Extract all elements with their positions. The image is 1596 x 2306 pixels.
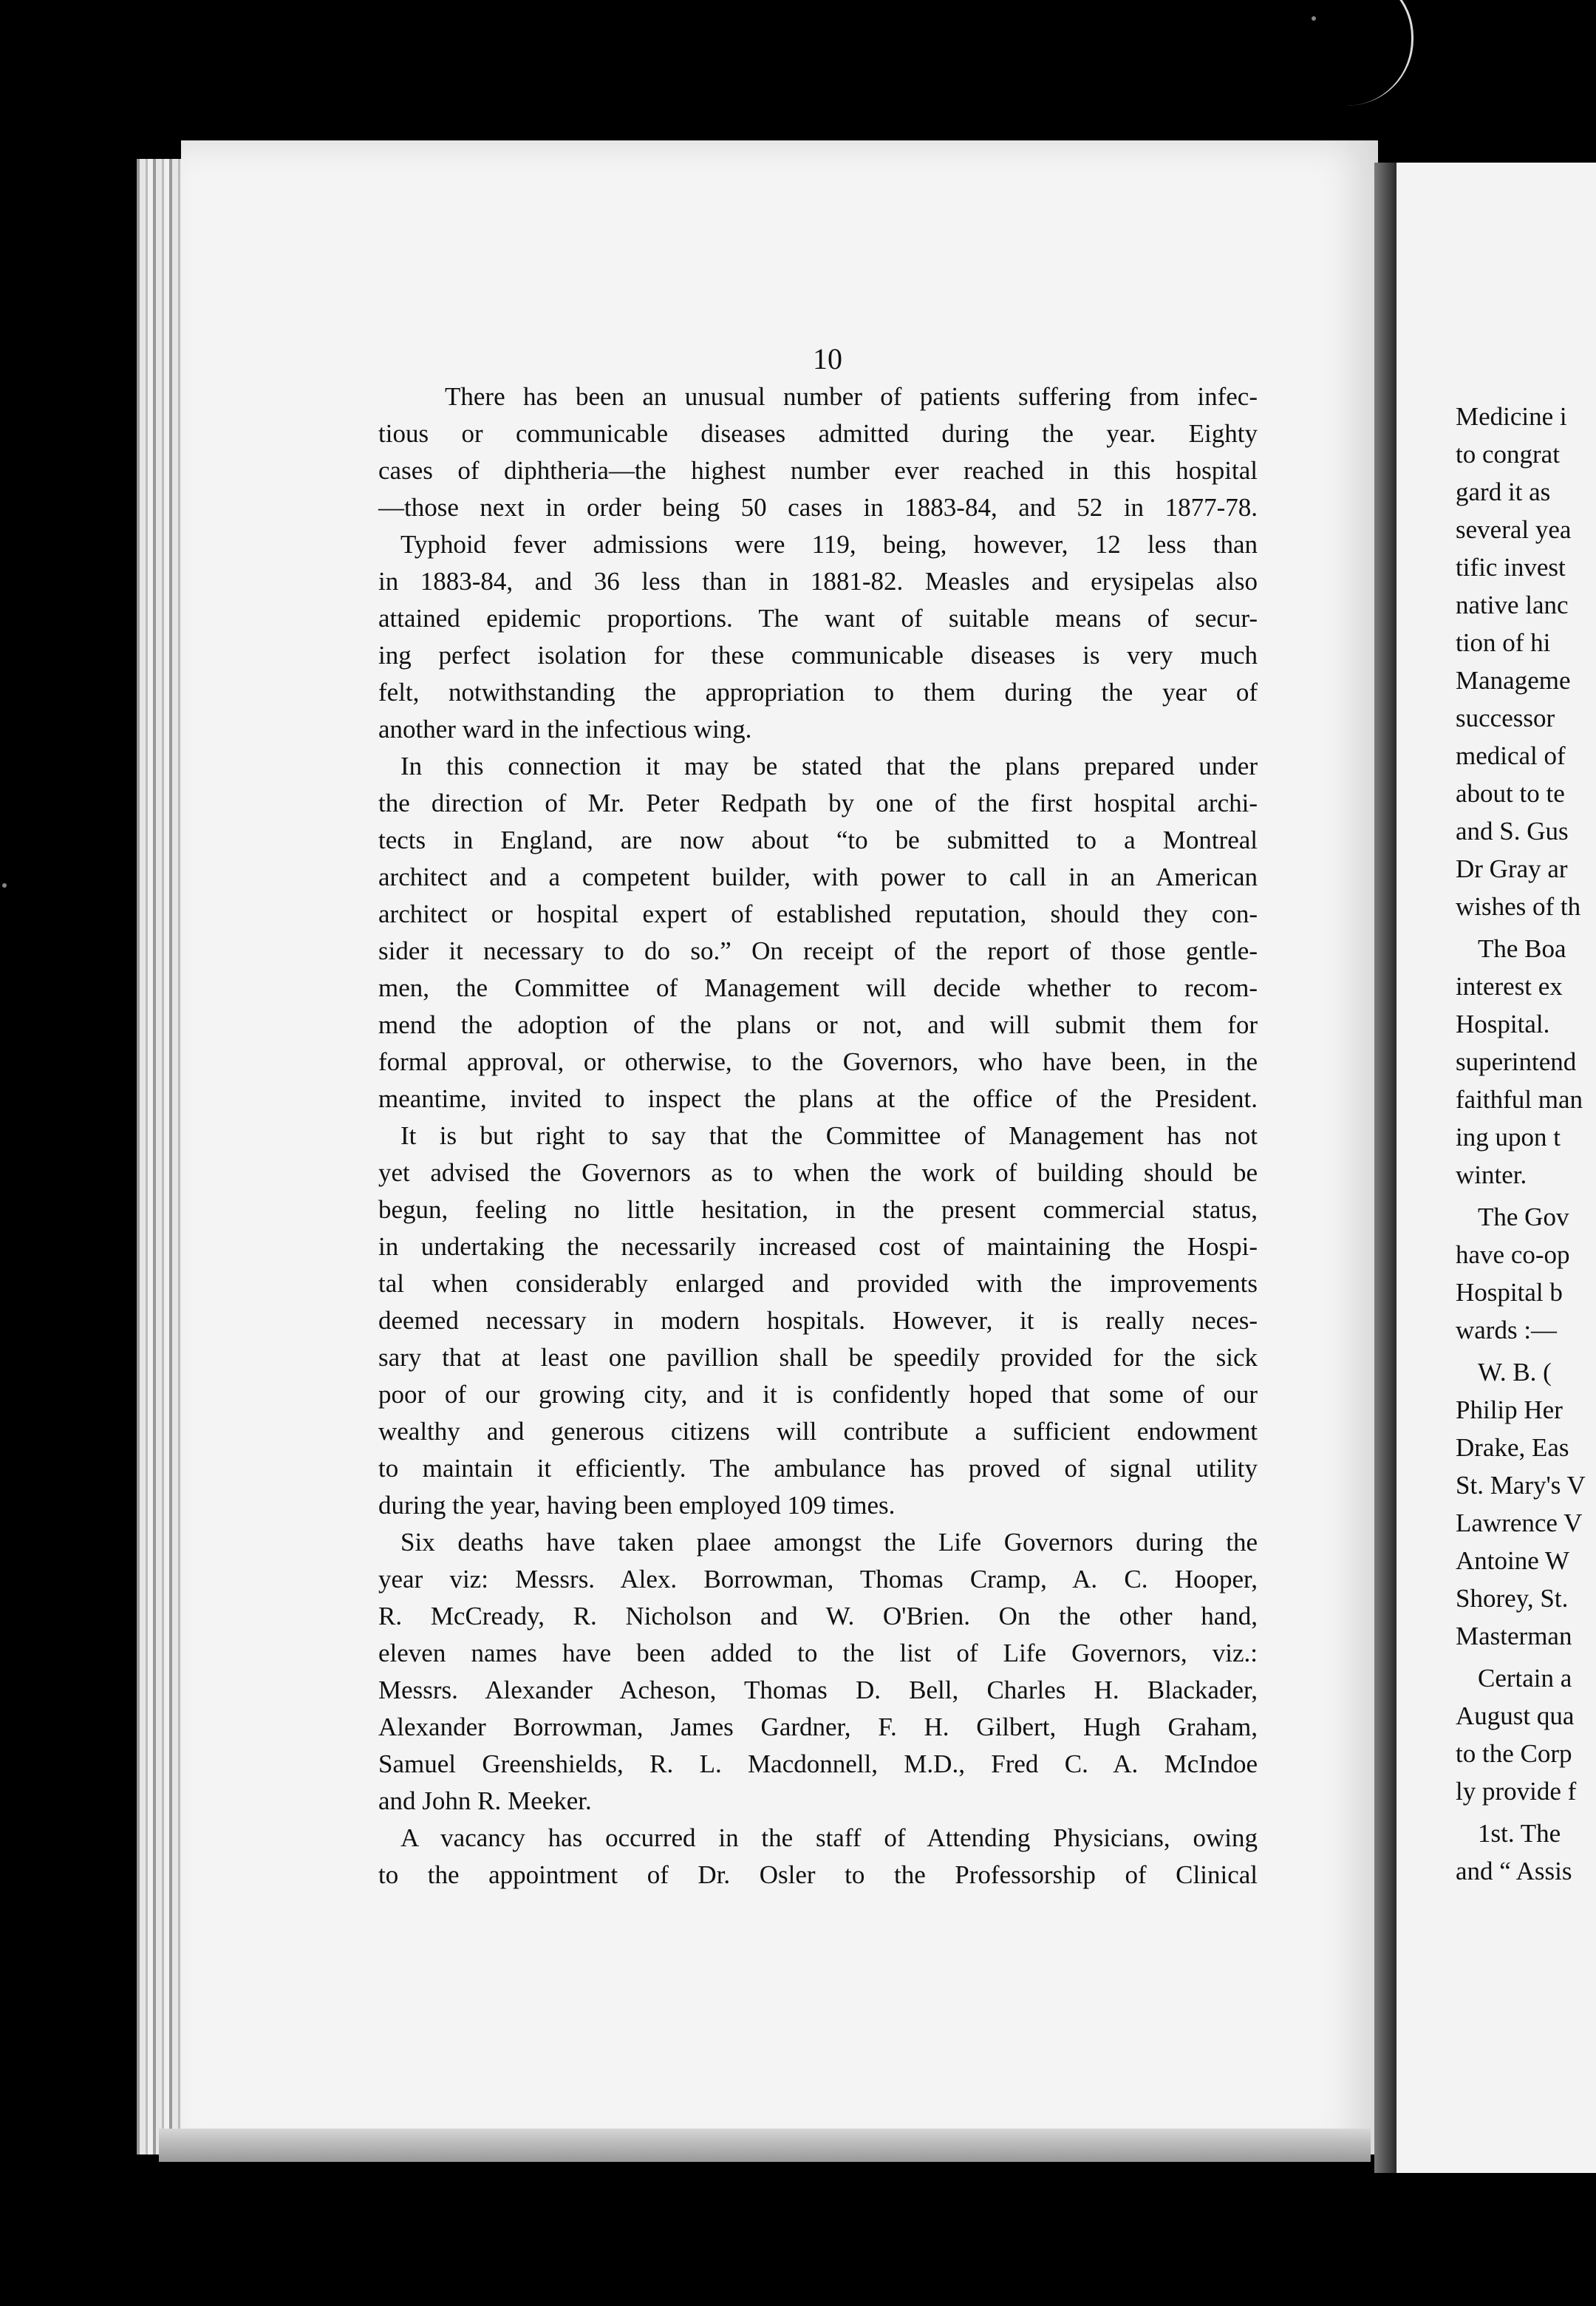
text-line: yet advised the Governors as to when the work of building should be (378, 1158, 1258, 1187)
text-line: have co-op (1456, 1240, 1570, 1269)
text-line: tific invest (1456, 553, 1566, 582)
text-line: meantime, invited to inspect the plans at the office of the President. (378, 1084, 1258, 1113)
text-line: A vacancy has occurred in the staff of Attending Physicians, owing (400, 1823, 1258, 1852)
text-line: Antoine W (1456, 1546, 1569, 1575)
text-line: successor (1456, 704, 1555, 732)
text-line: W. B. ( (1478, 1358, 1552, 1387)
text-line: ing perfect isolation for these communicable diseases is very much (378, 641, 1258, 670)
text-line: tal when considerably enlarged and provided with the improvements (378, 1269, 1258, 1298)
right-page-body (1456, 398, 1596, 1890)
text-line: Medicine i (1456, 402, 1567, 431)
text-line: to maintain it efficiently. The ambulance has proved of signal utility (378, 1454, 1258, 1483)
text-line: wishes of th (1456, 892, 1581, 921)
page-number: 10 (813, 342, 842, 375)
text-line: In this connection it may be stated that the plans prepared under (400, 752, 1258, 780)
text-line: faithful man (1456, 1085, 1583, 1114)
text-line: Samuel Greenshields, R. L. Macdonnell, M.D., Fred C. A. McIndoe (378, 1749, 1258, 1778)
text-line: begun, feeling no little hesitation, in the present commercial status, (378, 1195, 1258, 1224)
text-line: Certain a (1478, 1664, 1572, 1693)
text-line: There has been an unusual number of patients suffering from infec- (445, 382, 1258, 411)
text-line: deemed necessary in modern hospitals. However, it is really neces- (378, 1306, 1258, 1335)
text-line: men, the Committee of Management will decide whether to recom- (378, 973, 1258, 1002)
text-line: poor of our growing city, and it is confidently hoped that some of our (378, 1380, 1258, 1409)
text-line: wealthy and generous citizens will contribute a sufficient endowment (378, 1417, 1258, 1446)
book-gutter (1374, 163, 1396, 2173)
text-line: tion of hi (1456, 628, 1551, 657)
text-line: ing upon t (1456, 1123, 1561, 1152)
text-line: It is but right to say that the Committee of Management has not (400, 1121, 1258, 1150)
text-line: to congrat (1456, 440, 1560, 469)
text-line: Six deaths have taken plaee amongst the Life Governors during the (400, 1528, 1258, 1557)
text-line: 1st. The (1478, 1819, 1561, 1848)
text-line: in 1883-84, and 36 less than in 1881-82. Measles and erysipelas also (378, 567, 1258, 596)
text-line: in undertaking the necessarily increased cost of maintaining the Hospi- (378, 1232, 1258, 1261)
text-line: sider it necessary to do so.” On receipt of the report of those gentle- (378, 936, 1258, 965)
text-line: and S. Gus (1456, 817, 1569, 846)
text-line: to the appointment of Dr. Osler to the Professorship of Clinical (378, 1860, 1258, 1889)
text-line: felt, notwithstanding the appropriation to them during the year of (378, 678, 1258, 707)
text-line: Drake, Eas (1456, 1433, 1569, 1462)
text-line: Typhoid fever admissions were 119, being, however, 12 less than (400, 530, 1258, 559)
text-line: to the Corp (1456, 1739, 1572, 1768)
text-line: gard it as (1456, 477, 1551, 506)
text-line: and John R. Meeker. (378, 1786, 592, 1815)
text-line: another ward in the infectious wing. (378, 715, 752, 744)
text-line: The Gov (1478, 1203, 1569, 1231)
text-line: architect and a competent builder, with power to call in an American (378, 863, 1258, 891)
text-line: cases of diphtheria—the highest number ever reached in this hospital (378, 456, 1258, 485)
text-line: wards :— (1456, 1316, 1558, 1344)
text-line: mend the adoption of the plans or not, and will submit them for (378, 1010, 1258, 1039)
text-line: tious or communicable diseases admitted during the year. Eighty (378, 419, 1258, 448)
text-line: Shorey, St. (1456, 1584, 1569, 1613)
text-line: and “ Assis (1456, 1857, 1572, 1885)
text-line: year viz: Messrs. Alex. Borrowman, Thomas Cramp, A. C. Hooper, (378, 1565, 1258, 1594)
text-line: during the year, having been employed 109 times. (378, 1491, 896, 1520)
text-line: attained epidemic proportions. The want of suitable means of secur- (378, 604, 1258, 633)
text-line: tects in England, are now about “to be submitted to a Montreal (378, 826, 1258, 854)
text-line: medical of (1456, 741, 1566, 770)
text-line: Alexander Borrowman, James Gardner, F. H. Gilbert, Hugh Graham, (378, 1713, 1258, 1741)
text-line: ly provide f (1456, 1777, 1577, 1806)
text-line: Hospital b (1456, 1278, 1563, 1307)
text-line: superintend (1456, 1047, 1577, 1076)
text-line: St. Mary's V (1456, 1471, 1586, 1500)
text-line: The Boa (1478, 934, 1566, 963)
text-line: eleven names have been added to the list of Life Governors, viz.: (378, 1639, 1258, 1667)
text-line: Masterman (1456, 1622, 1572, 1650)
text-line: several yea (1456, 515, 1572, 544)
text-line: the direction of Mr. Peter Redpath by one of the first hospital archi- (378, 789, 1258, 817)
text-line: architect or hospital expert of established reputation, should they con- (378, 899, 1258, 928)
text-line: —those next in order being 50 cases in 1883-84, and 52 in 1877-78. (378, 493, 1258, 522)
text-line: interest ex (1456, 972, 1563, 1001)
text-line: formal approval, or otherwise, to the Governors, who have been, in the (378, 1047, 1258, 1076)
text-line: about to te (1456, 779, 1565, 808)
text-line: August qua (1456, 1701, 1575, 1730)
text-line: sary that at least one pavillion shall be speedily provided for the sick (378, 1343, 1258, 1372)
text-line: native lanc (1456, 591, 1569, 619)
text-line: Messrs. Alexander Acheson, Thomas D. Bell, Charles H. Blackader, (378, 1676, 1258, 1704)
scan-artifact-dot (2, 883, 7, 888)
scan-artifact-dot (1312, 16, 1316, 21)
text-line: R. McCready, R. Nicholson and W. O'Brien. On the other hand, (378, 1602, 1258, 1630)
left-page-bottom-edge (159, 2129, 1371, 2162)
text-line: Lawrence V (1456, 1509, 1583, 1537)
left-page-body (378, 378, 1258, 1894)
text-line: Philip Her (1456, 1395, 1563, 1424)
text-line: Hospital. (1456, 1010, 1550, 1038)
text-line: winter. (1456, 1160, 1527, 1189)
text-line: Dr Gray ar (1456, 854, 1568, 883)
text-line: Manageme (1456, 666, 1571, 695)
